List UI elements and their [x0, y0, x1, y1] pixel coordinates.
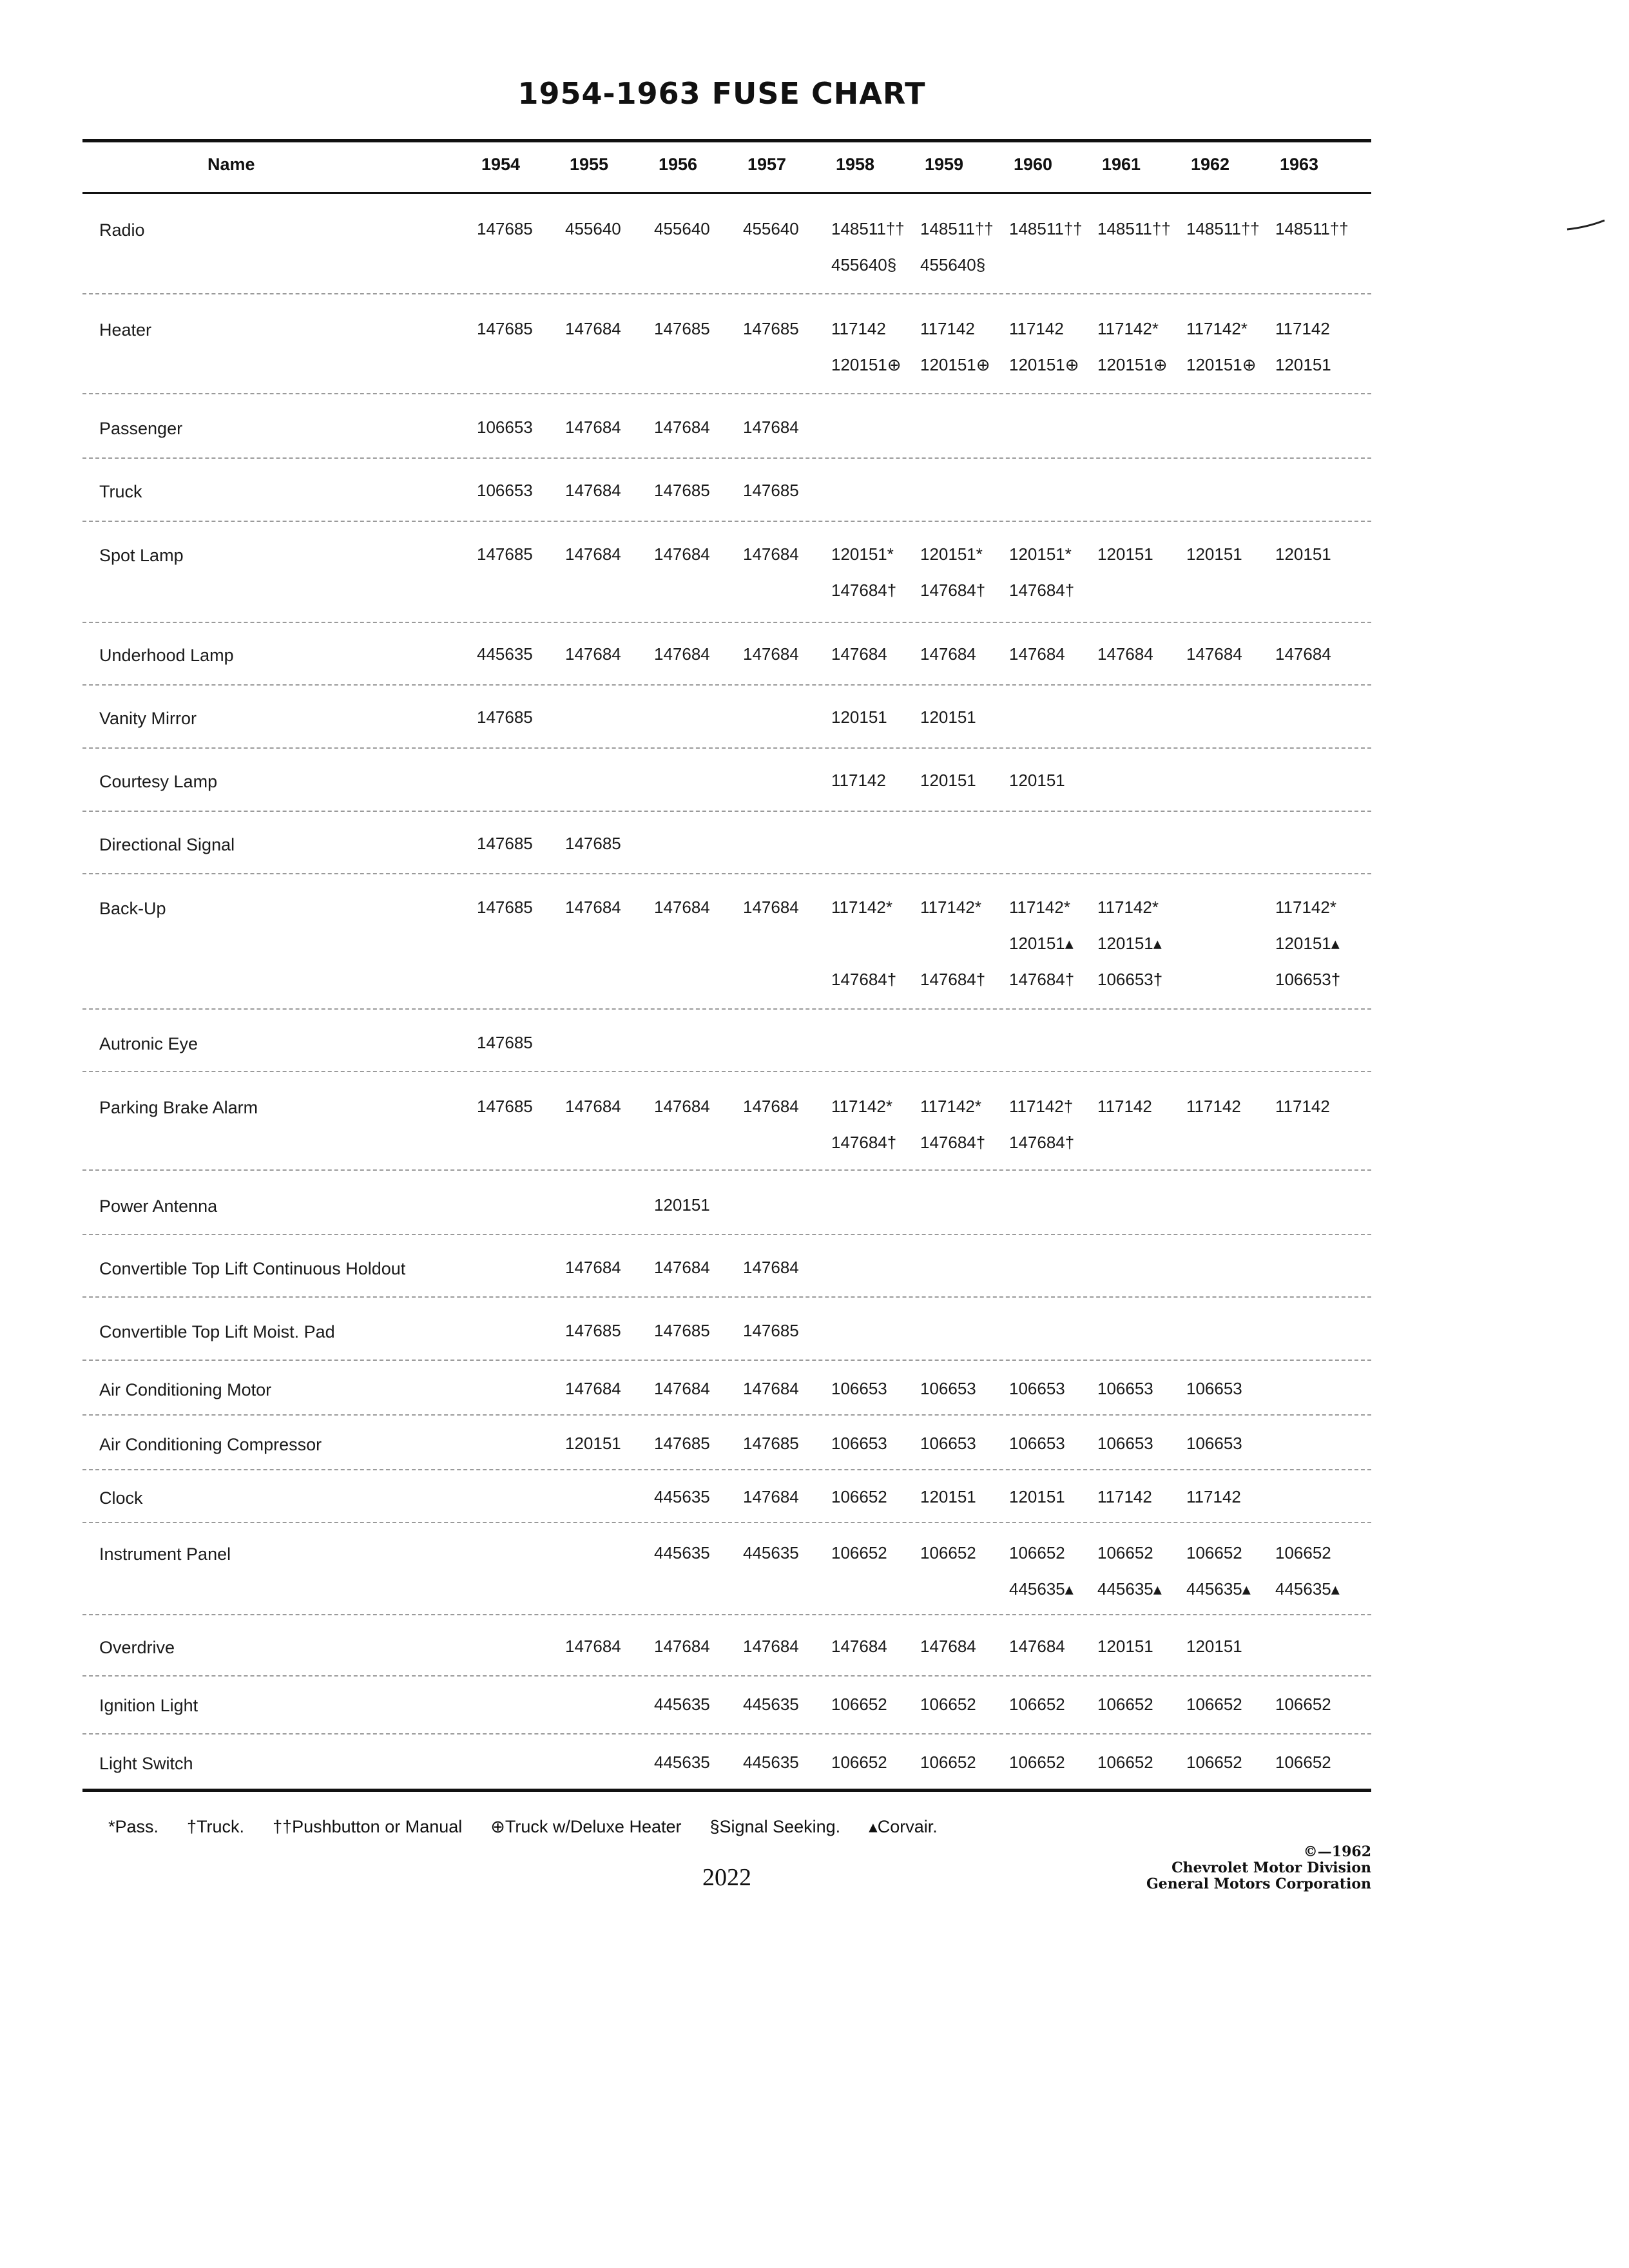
fuse-part-number: 147685 — [565, 834, 621, 853]
fuse-part-number: 106653 — [477, 418, 533, 437]
fuse-part-number: 147684† — [920, 1133, 986, 1152]
footnote: ††Pushbutton or Manual — [273, 1817, 463, 1836]
row-name: Courtesy Lamp — [99, 772, 218, 791]
fuse-part-number: 106652 — [920, 1695, 976, 1714]
fuse-part-number: 147685 — [654, 1321, 710, 1340]
row-divider — [82, 1675, 1371, 1677]
fuse-part-number: 147685 — [743, 481, 799, 500]
fuse-part-number: 147684 — [654, 1379, 710, 1398]
fuse-part-number: 445635▴ — [1186, 1579, 1251, 1599]
fuse-part-number: 147684 — [654, 1097, 710, 1116]
fuse-part-number: 117142* — [920, 898, 981, 917]
fuse-part-number: 147684† — [831, 1133, 897, 1152]
row-name: Radio — [99, 220, 145, 240]
fuse-part-number: 147685 — [743, 319, 799, 338]
fuse-part-number: 120151* — [920, 544, 983, 564]
fuse-part-number: 117142* — [920, 1097, 981, 1116]
fuse-part-number: 106653 — [477, 481, 533, 500]
row-name: Clock — [99, 1488, 143, 1508]
row-name: Passenger — [99, 419, 183, 438]
fuse-part-number: 120151 — [920, 707, 976, 727]
fuse-part-number: 120151 — [1009, 1487, 1065, 1506]
row-divider — [82, 1008, 1371, 1010]
fuse-part-number: 147684† — [831, 581, 897, 600]
fuse-part-number: 120151⊕ — [1097, 355, 1168, 374]
header-name-label: Name — [207, 155, 255, 174]
fuse-part-number: 120151 — [1275, 355, 1331, 374]
fuse-part-number: 106652 — [1275, 1695, 1331, 1714]
year-header-1956: 1956 — [658, 155, 698, 174]
fuse-part-number: 106652 — [1186, 1695, 1242, 1714]
top-rule — [82, 139, 1371, 142]
year-header-1960: 1960 — [1013, 155, 1053, 174]
fuse-part-number: 106652 — [1009, 1695, 1065, 1714]
fuse-part-number: 120151 — [1097, 1637, 1153, 1656]
fuse-part-number: 147684 — [743, 644, 799, 664]
row-divider — [82, 1733, 1371, 1735]
row-divider — [82, 457, 1371, 459]
fuse-part-number: 445635 — [654, 1543, 710, 1562]
fuse-part-number: 147684† — [1009, 581, 1075, 600]
fuse-part-number: 106652 — [831, 1695, 887, 1714]
fuse-part-number: 117142† — [1009, 1097, 1074, 1116]
year-header-1955: 1955 — [569, 155, 609, 174]
fuse-part-number: 147684 — [565, 644, 621, 664]
fuse-part-number: 147684 — [743, 544, 799, 564]
fuse-part-number: 147684† — [1009, 1133, 1075, 1152]
fuse-part-number: 147685 — [477, 898, 533, 917]
fuse-part-number: 147685 — [743, 1434, 799, 1453]
bottom-rule — [82, 1789, 1371, 1792]
row-name: Autronic Eye — [99, 1034, 198, 1053]
copyright-line-2: General Motors Corporation — [1146, 1876, 1371, 1892]
row-name: Heater — [99, 320, 152, 340]
fuse-part-number: 148511†† — [1097, 219, 1171, 238]
fuse-part-number: 147685 — [477, 1097, 533, 1116]
fuse-part-number: 120151⊕ — [920, 355, 990, 374]
fuse-part-number: 120151 — [831, 707, 887, 727]
fuse-part-number: 120151* — [831, 544, 894, 564]
footnote: *Pass. — [108, 1817, 159, 1836]
fuse-part-number: 147684 — [654, 418, 710, 437]
row-name: Instrument Panel — [99, 1544, 231, 1564]
fuse-part-number: 455640 — [743, 219, 799, 238]
row-divider — [82, 1414, 1371, 1416]
fuse-part-number: 106653 — [1009, 1379, 1065, 1398]
row-name: Underhood Lamp — [99, 646, 234, 665]
fuse-part-number: 120151* — [1009, 544, 1072, 564]
fuse-part-number: 117142* — [831, 1097, 892, 1116]
fuse-part-number: 120151▴ — [1009, 934, 1074, 953]
fuse-part-number: 147684 — [565, 898, 621, 917]
fuse-part-number: 445635 — [654, 1487, 710, 1506]
fuse-part-number: 147684 — [743, 1258, 799, 1277]
fuse-part-number: 148511†† — [1009, 219, 1083, 238]
fuse-part-number: 117142* — [831, 898, 892, 917]
fuse-part-number: 148511†† — [920, 219, 994, 238]
year-header-1961: 1961 — [1101, 155, 1141, 174]
year-header-1963: 1963 — [1279, 155, 1319, 174]
copyright-block — [1146, 1844, 1371, 1892]
fuse-part-number: 147685 — [565, 1321, 621, 1340]
row-name: Convertible Top Lift Moist. Pad — [99, 1322, 335, 1341]
fuse-part-number: 120151▴ — [1097, 934, 1162, 953]
fuse-part-number: 106652 — [831, 1487, 887, 1506]
fuse-part-number: 147684 — [654, 644, 710, 664]
fuse-part-number: 147684 — [920, 1637, 976, 1656]
year-header-1962: 1962 — [1190, 155, 1230, 174]
row-name: Parking Brake Alarm — [99, 1098, 258, 1117]
fuse-part-number: 120151⊕ — [831, 355, 901, 374]
fuse-part-number: 147684 — [565, 1379, 621, 1398]
fuse-part-number: 106652 — [1186, 1543, 1242, 1562]
fuse-part-number: 147684 — [1275, 644, 1331, 664]
row-divider — [82, 1071, 1371, 1072]
fuse-part-number: 147684 — [743, 1487, 799, 1506]
row-divider — [82, 1522, 1371, 1523]
fuse-part-number: 120151 — [1275, 544, 1331, 564]
fuse-part-number: 147684 — [831, 1637, 887, 1656]
row-name: Overdrive — [99, 1638, 175, 1657]
fuse-part-number: 106652 — [1275, 1543, 1331, 1562]
row-name: Light Switch — [99, 1754, 193, 1773]
row-name: Power Antenna — [99, 1196, 218, 1216]
fuse-part-number: 147684 — [743, 1637, 799, 1656]
fuse-part-number: 147684 — [1009, 1637, 1065, 1656]
fuse-part-number: 147684† — [831, 970, 897, 989]
footnote: §Signal Seeking. — [709, 1817, 841, 1836]
year-header-1957: 1957 — [747, 155, 787, 174]
fuse-part-number: 106653 — [831, 1434, 887, 1453]
row-name: Back-Up — [99, 899, 166, 918]
fuse-part-number: 147685 — [477, 544, 533, 564]
fuse-part-number: 117142* — [1186, 319, 1248, 338]
fuse-part-number: 106652 — [1097, 1753, 1153, 1772]
row-name: Ignition Light — [99, 1696, 198, 1715]
fuse-part-number: 455640§ — [831, 255, 897, 274]
fuse-part-number: 106652 — [1186, 1753, 1242, 1772]
fuse-part-number: 147684† — [920, 970, 986, 989]
row-divider — [82, 1614, 1371, 1615]
fuse-part-number: 147685 — [654, 319, 710, 338]
fuse-part-number: 147685 — [654, 1434, 710, 1453]
fuse-part-number: 147684 — [1009, 644, 1065, 664]
fuse-part-number: 147684 — [1186, 644, 1242, 664]
fuse-part-number: 147684 — [565, 544, 621, 564]
row-divider — [82, 1296, 1371, 1298]
fuse-part-number: 120151 — [1186, 1637, 1242, 1656]
fuse-part-number: 106652 — [1275, 1753, 1331, 1772]
fuse-part-number: 106652 — [1009, 1753, 1065, 1772]
row-divider — [82, 1360, 1371, 1361]
fuse-part-number: 455640 — [654, 219, 710, 238]
fuse-part-number: 120151 — [920, 1487, 976, 1506]
scan-mark-icon — [1566, 219, 1606, 232]
row-divider — [82, 1234, 1371, 1235]
row-name: Truck — [99, 482, 142, 501]
fuse-part-number: 445635▴ — [1009, 1579, 1074, 1599]
fuse-part-number: 147684 — [920, 644, 976, 664]
row-divider — [82, 521, 1371, 522]
copyright-year: ©—1962 — [1303, 1843, 1371, 1860]
fuse-part-number: 106653 — [920, 1379, 976, 1398]
footnote: †Truck. — [187, 1817, 245, 1836]
fuse-part-number: 147684† — [1009, 970, 1075, 989]
fuse-part-number: 445635 — [743, 1753, 799, 1772]
fuse-part-number: 106653† — [1275, 970, 1341, 989]
fuse-part-number: 147684 — [743, 898, 799, 917]
fuse-part-number: 117142 — [831, 319, 886, 338]
fuse-part-number: 147684 — [743, 1379, 799, 1398]
row-name: Air Conditioning Motor — [99, 1380, 272, 1399]
fuse-part-number: 147684 — [654, 898, 710, 917]
fuse-part-number: 106653 — [831, 1379, 887, 1398]
row-divider — [82, 873, 1371, 874]
row-divider — [82, 811, 1371, 812]
fuse-part-number: 117142 — [920, 319, 975, 338]
fuse-part-number: 148511†† — [1186, 219, 1260, 238]
fuse-part-number: 117142 — [1009, 319, 1064, 338]
fuse-part-number: 106652 — [831, 1753, 887, 1772]
copyright-line-1: Chevrolet Motor Division — [1171, 1860, 1371, 1876]
year-header-1958: 1958 — [835, 155, 875, 174]
row-divider — [82, 684, 1371, 686]
row-divider — [82, 393, 1371, 394]
fuse-part-number: 445635 — [743, 1695, 799, 1714]
fuse-part-number: 106653 — [1186, 1379, 1242, 1398]
row-divider — [82, 747, 1371, 749]
fuse-part-number: 117142 — [1186, 1097, 1241, 1116]
fuse-part-number: 445635 — [654, 1695, 710, 1714]
fuse-part-number: 147684 — [565, 418, 621, 437]
fuse-part-number: 147685 — [654, 481, 710, 500]
fuse-part-number: 147685 — [477, 707, 533, 727]
fuse-part-number: 106652 — [1009, 1543, 1065, 1562]
header-rule — [82, 192, 1371, 194]
fuse-part-number: 147684 — [565, 481, 621, 500]
fuse-part-number: 106652 — [1097, 1543, 1153, 1562]
footnote: ▴Corvair. — [869, 1817, 938, 1836]
fuse-part-number: 147684 — [743, 1097, 799, 1116]
fuse-part-number: 147685 — [743, 1321, 799, 1340]
fuse-part-number: 117142* — [1097, 898, 1159, 917]
fuse-part-number: 117142 — [1097, 1487, 1152, 1506]
fuse-part-number: 106653 — [1009, 1434, 1065, 1453]
fuse-part-number: 106653† — [1097, 970, 1163, 989]
fuse-part-number: 147684† — [920, 581, 986, 600]
fuse-part-number: 147684 — [565, 319, 621, 338]
fuse-part-number: 117142* — [1097, 319, 1159, 338]
fuse-part-number: 147684 — [565, 1097, 621, 1116]
fuse-part-number: 106652 — [920, 1543, 976, 1562]
page-title: 1954-1963 FUSE CHART — [517, 76, 926, 111]
fuse-part-number: 445635▴ — [1097, 1579, 1162, 1599]
fuse-part-number: 148511†† — [831, 219, 905, 238]
fuse-part-number: 120151 — [565, 1434, 621, 1453]
row-name: Directional Signal — [99, 835, 235, 854]
footnote: ⊕Truck w/Deluxe Heater — [490, 1817, 682, 1836]
fuse-part-number: 106652 — [1097, 1695, 1153, 1714]
fuse-part-number: 147684 — [1097, 644, 1153, 664]
fuse-part-number: 445635 — [654, 1753, 710, 1772]
row-divider — [82, 1169, 1371, 1171]
row-divider — [82, 293, 1371, 294]
fuse-part-number: 455640 — [565, 219, 621, 238]
fuse-part-number: 445635▴ — [1275, 1579, 1340, 1599]
fuse-part-number: 120151 — [1097, 544, 1153, 564]
fuse-part-number: 147685 — [477, 1033, 533, 1052]
fuse-part-number: 120151 — [1009, 771, 1065, 790]
year-header-1959: 1959 — [924, 155, 964, 174]
fuse-part-number: 147684 — [565, 1637, 621, 1656]
fuse-part-number: 120151⊕ — [1009, 355, 1079, 374]
page-number: 2022 — [702, 1864, 751, 1891]
fuse-part-number: 120151⊕ — [1186, 355, 1257, 374]
fuse-part-number: 117142 — [1097, 1097, 1152, 1116]
fuse-part-number: 106653 — [1186, 1434, 1242, 1453]
fuse-part-number: 120151 — [920, 771, 976, 790]
row-divider — [82, 622, 1371, 623]
fuse-part-number: 147685 — [477, 219, 533, 238]
row-name: Air Conditioning Compressor — [99, 1435, 322, 1454]
fuse-part-number: 445635 — [477, 644, 533, 664]
fuse-part-number: 120151▴ — [1275, 934, 1340, 953]
fuse-part-number: 147684 — [654, 1637, 710, 1656]
fuse-part-number: 120151 — [654, 1195, 710, 1215]
fuse-part-number: 106652 — [920, 1753, 976, 1772]
fuse-part-number: 106652 — [831, 1543, 887, 1562]
fuse-part-number: 147684 — [565, 1258, 621, 1277]
fuse-part-number: 147685 — [477, 834, 533, 853]
row-name: Spot Lamp — [99, 546, 184, 565]
row-divider — [82, 1469, 1371, 1470]
fuse-part-number: 117142 — [831, 771, 886, 790]
fuse-part-number: 117142 — [1186, 1487, 1241, 1506]
fuse-part-number: 147685 — [477, 319, 533, 338]
row-name: Vanity Mirror — [99, 709, 197, 728]
fuse-part-number: 117142 — [1275, 1097, 1330, 1116]
fuse-part-number: 120151 — [1186, 544, 1242, 564]
row-name: Convertible Top Lift Continuous Holdout — [99, 1259, 406, 1278]
fuse-part-number: 117142 — [1275, 319, 1330, 338]
fuse-part-number: 147684 — [743, 418, 799, 437]
fuse-part-number: 455640§ — [920, 255, 986, 274]
fuse-part-number: 106653 — [1097, 1379, 1153, 1398]
fuse-part-number: 117142* — [1275, 898, 1336, 917]
fuse-part-number: 106653 — [920, 1434, 976, 1453]
year-header-1954: 1954 — [481, 155, 521, 174]
fuse-part-number: 445635 — [743, 1543, 799, 1562]
fuse-part-number: 147684 — [831, 644, 887, 664]
fuse-part-number: 106653 — [1097, 1434, 1153, 1453]
fuse-part-number: 147684 — [654, 1258, 710, 1277]
footnotes — [108, 1817, 966, 1837]
fuse-part-number: 117142* — [1009, 898, 1070, 917]
fuse-part-number: 148511†† — [1275, 219, 1349, 238]
fuse-part-number: 147684 — [654, 544, 710, 564]
